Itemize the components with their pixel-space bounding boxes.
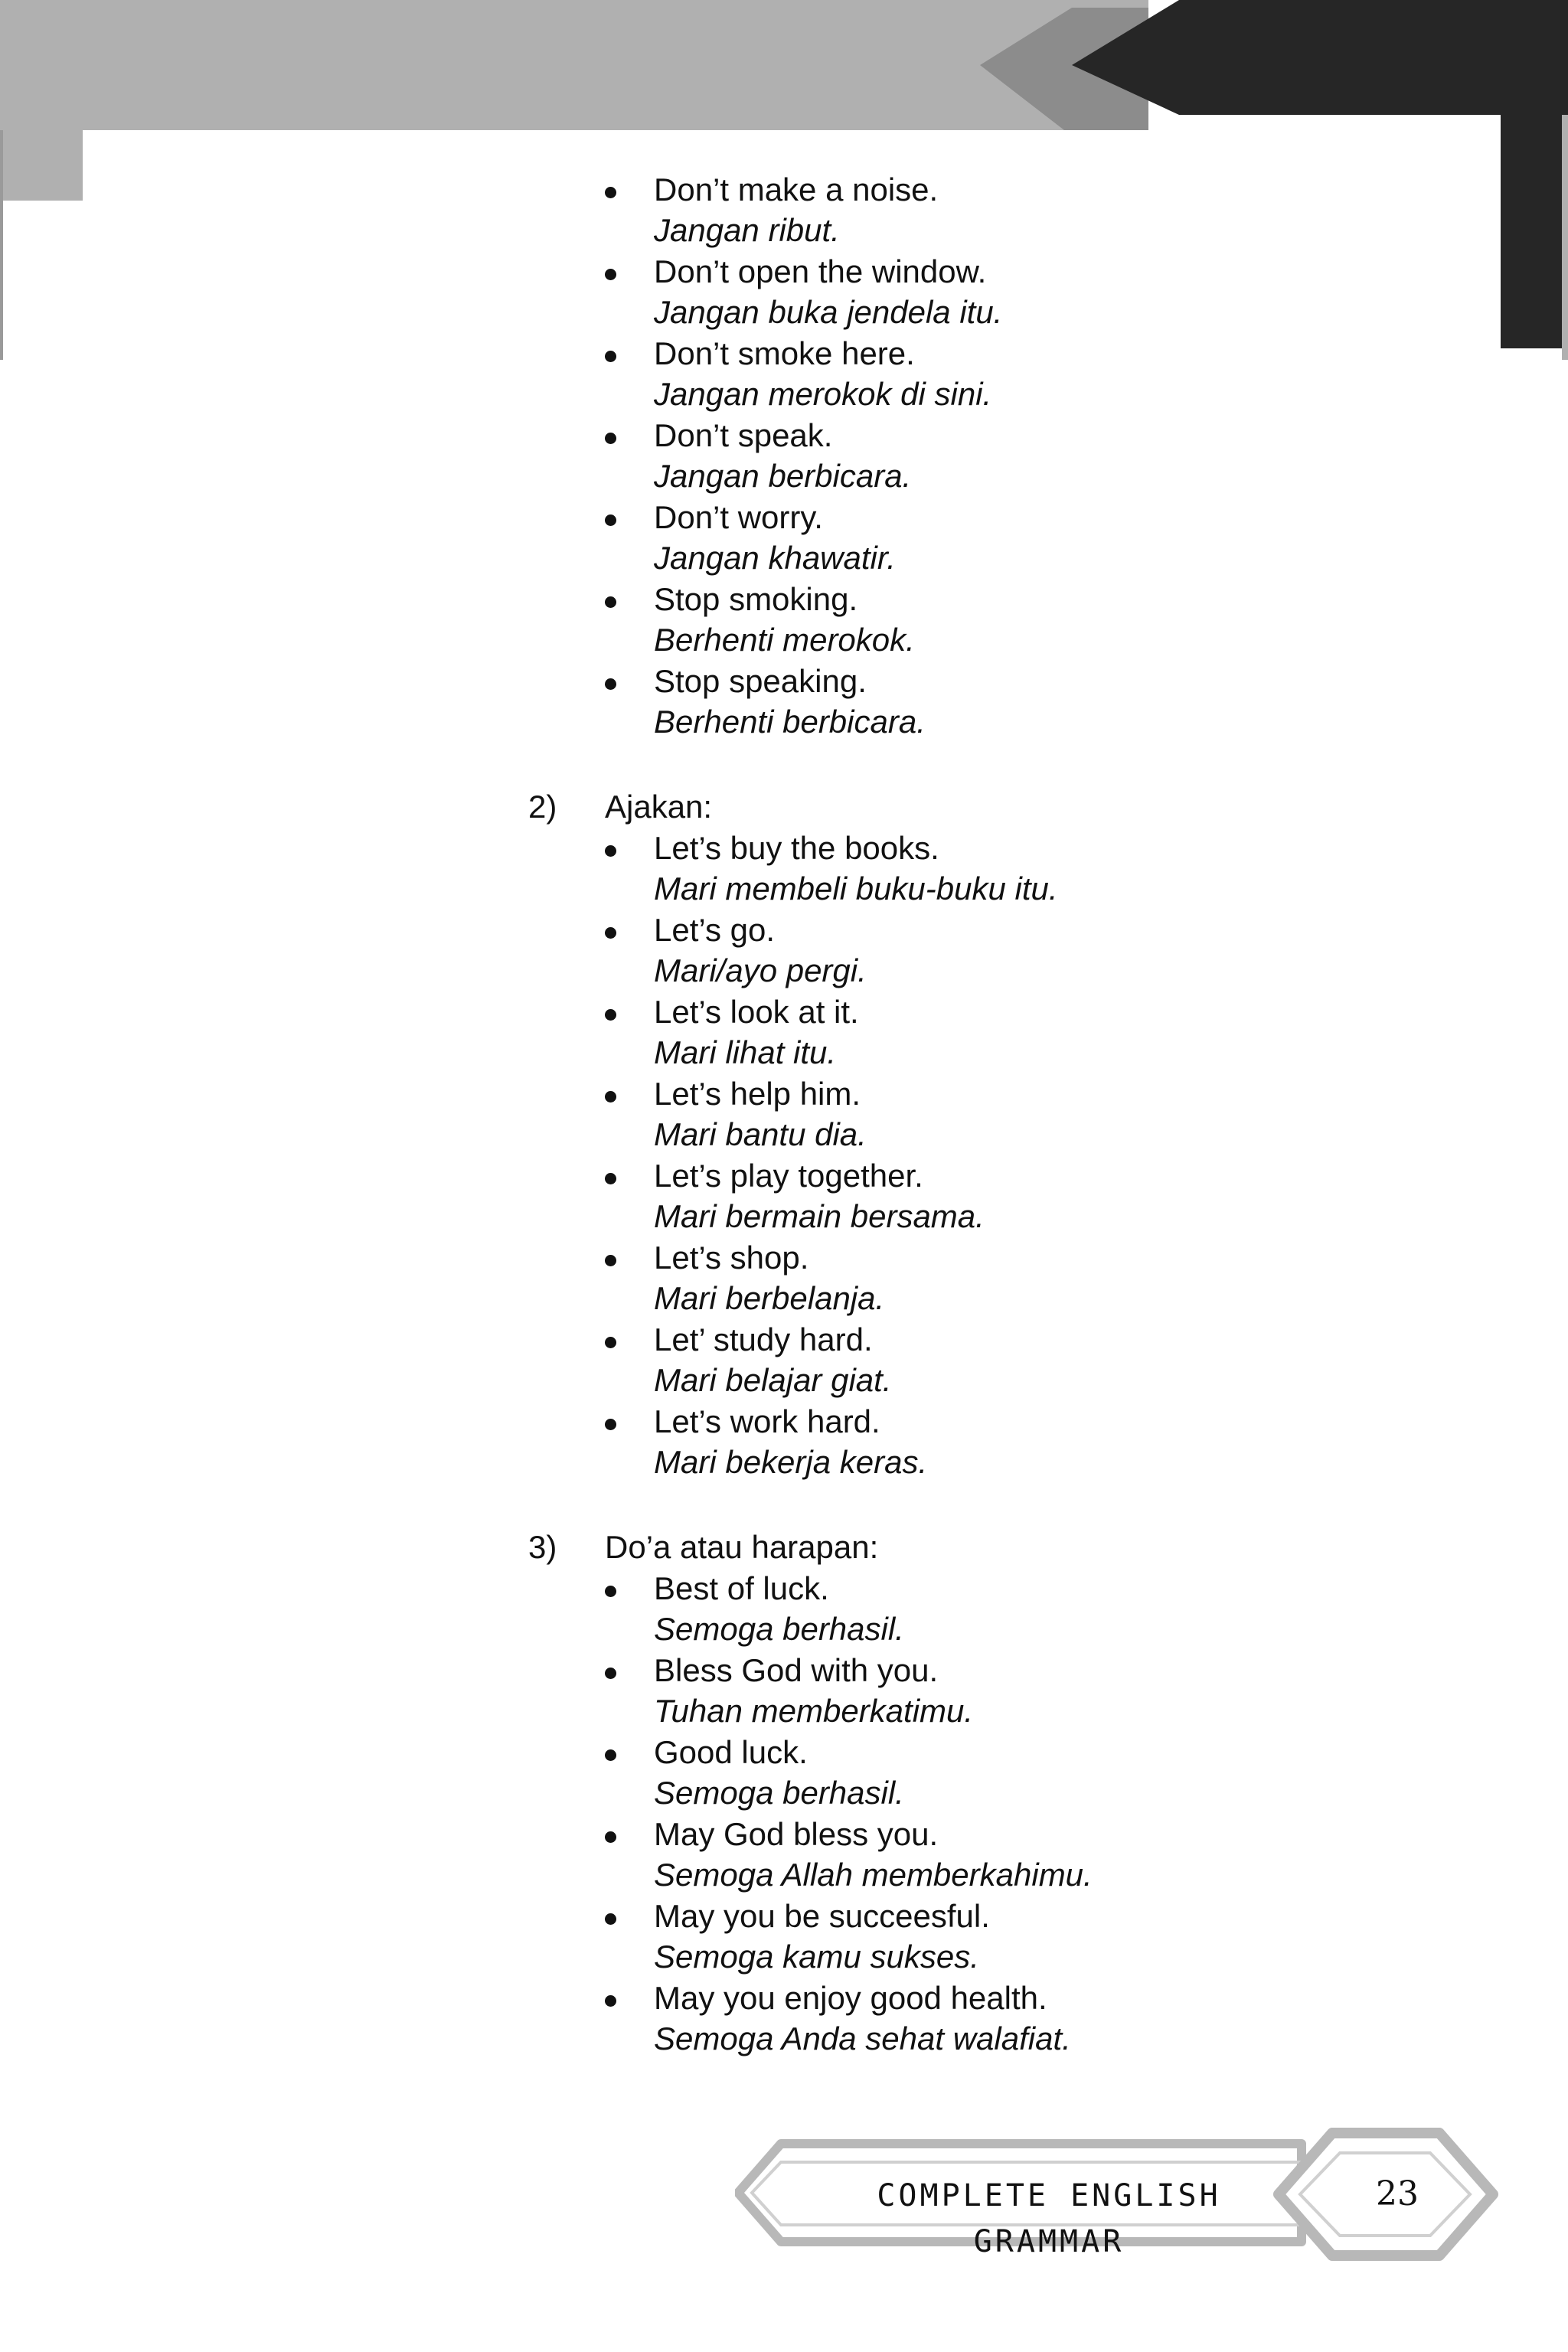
list-item bbox=[605, 498, 1447, 579]
section-number: 3) bbox=[528, 1529, 557, 1565]
page-content bbox=[528, 170, 1447, 2060]
list-item bbox=[605, 1815, 1447, 1896]
list-item bbox=[605, 910, 1447, 991]
english-phrase: Don’t make a noise. bbox=[654, 172, 939, 207]
intro-list bbox=[605, 170, 1447, 743]
english-phrase: Bless God with you. bbox=[654, 1652, 939, 1688]
list-item bbox=[605, 1569, 1447, 1650]
bullet-icon bbox=[605, 1586, 616, 1597]
english-phrase: Let’s work hard. bbox=[654, 1403, 880, 1439]
bullet-icon bbox=[605, 187, 616, 198]
list-item bbox=[605, 334, 1447, 415]
bullet-icon bbox=[605, 514, 616, 526]
english-phrase: May you be succeesful. bbox=[654, 1898, 990, 1934]
english-phrase: Don’t open the window. bbox=[654, 253, 987, 289]
indonesian-translation: Jangan berbicara. bbox=[654, 458, 912, 494]
indonesian-translation: Mari belajar giat. bbox=[654, 1362, 892, 1398]
indonesian-translation: Mari lihat itu. bbox=[654, 1034, 837, 1070]
indonesian-translation: Berhenti merokok. bbox=[654, 622, 915, 658]
list-item bbox=[605, 1156, 1447, 1237]
list-item bbox=[605, 662, 1447, 743]
bullet-icon bbox=[605, 1419, 616, 1430]
section-heading bbox=[528, 786, 1447, 828]
english-phrase: Let’s look at it. bbox=[654, 994, 859, 1030]
english-phrase: May God bless you. bbox=[654, 1816, 939, 1852]
list-item bbox=[605, 1402, 1447, 1483]
english-phrase: Don’t worry. bbox=[654, 499, 823, 535]
indonesian-translation: Mari membeli buku-buku itu. bbox=[654, 871, 1058, 906]
indonesian-translation: Jangan khawatir. bbox=[654, 540, 896, 576]
indonesian-translation: Mari/ayo pergi. bbox=[654, 952, 867, 988]
english-phrase: Don’t speak. bbox=[654, 417, 833, 453]
list-item bbox=[605, 170, 1447, 251]
indonesian-translation: Semoga Anda sehat walafiat. bbox=[654, 2020, 1071, 2056]
english-phrase: Stop smoking. bbox=[654, 581, 858, 617]
bullet-icon bbox=[605, 1995, 616, 2007]
bullet-icon bbox=[605, 927, 616, 939]
list-item bbox=[605, 828, 1447, 910]
indonesian-translation: Mari berbelanja. bbox=[654, 1280, 885, 1316]
indonesian-translation: Mari bermain bersama. bbox=[654, 1198, 985, 1234]
bullet-icon bbox=[605, 678, 616, 690]
bullet-icon bbox=[605, 1668, 616, 1679]
list-item bbox=[605, 1320, 1447, 1401]
page-number: 23 bbox=[1376, 2174, 1419, 2213]
english-phrase: Let’s help him. bbox=[654, 1076, 861, 1112]
list-item bbox=[605, 992, 1447, 1073]
english-phrase: Good luck. bbox=[654, 1734, 808, 1770]
english-phrase: Let’s go. bbox=[654, 912, 776, 948]
bullet-icon bbox=[605, 845, 616, 857]
indonesian-translation: Mari bantu dia. bbox=[654, 1116, 867, 1152]
section-title: Ajakan: bbox=[605, 789, 713, 825]
bullet-icon bbox=[605, 1255, 616, 1266]
indonesian-translation: Jangan buka jendela itu. bbox=[654, 294, 1003, 330]
english-phrase: Stop speaking. bbox=[654, 663, 867, 699]
english-phrase: Let’s buy the books. bbox=[654, 830, 939, 866]
english-phrase: May you enjoy good health. bbox=[654, 1980, 1047, 2016]
list-item bbox=[605, 1651, 1447, 1732]
header-left-edge bbox=[0, 130, 3, 360]
indonesian-translation: Jangan merokok di sini. bbox=[654, 376, 992, 412]
indonesian-translation: Berhenti berbicara. bbox=[654, 704, 926, 740]
footer-book-title: COMPLETE ENGLISH GRAMMAR bbox=[877, 2178, 1221, 2259]
header-right-edge bbox=[1562, 115, 1568, 360]
bullet-icon bbox=[605, 1749, 616, 1761]
indonesian-translation: Semoga berhasil. bbox=[654, 1775, 904, 1811]
ajakan-list bbox=[605, 828, 1447, 1483]
list-item bbox=[605, 1978, 1447, 2060]
english-phrase: Let’s play together. bbox=[654, 1158, 923, 1194]
indonesian-translation: Tuhan memberkatimu. bbox=[654, 1693, 974, 1729]
list-item bbox=[605, 1238, 1447, 1319]
section-ajakan bbox=[528, 786, 1447, 1483]
header-band-light bbox=[0, 0, 1148, 130]
header-band-left-tab bbox=[0, 130, 83, 201]
english-phrase: Let’ study hard. bbox=[654, 1321, 873, 1357]
section-doa-harapan bbox=[528, 1526, 1447, 2060]
list-item bbox=[605, 580, 1447, 661]
bullet-icon bbox=[605, 596, 616, 608]
bullet-icon bbox=[605, 1913, 616, 1925]
english-phrase: Best of luck. bbox=[654, 1570, 829, 1606]
bullet-icon bbox=[605, 1337, 616, 1348]
list-item bbox=[605, 416, 1447, 497]
section-title: Do’a atau harapan: bbox=[605, 1529, 879, 1565]
indonesian-translation: Jangan ribut. bbox=[654, 212, 840, 248]
bullet-icon bbox=[605, 269, 616, 280]
bullet-icon bbox=[605, 1009, 616, 1021]
list-item bbox=[605, 252, 1447, 333]
doa-list bbox=[605, 1569, 1447, 2060]
bullet-icon bbox=[605, 433, 616, 444]
section-number: 2) bbox=[528, 789, 557, 825]
bullet-icon bbox=[605, 1173, 616, 1184]
english-phrase: Let’s shop. bbox=[654, 1240, 809, 1276]
bullet-icon bbox=[605, 1091, 616, 1102]
indonesian-translation: Semoga kamu sukses. bbox=[654, 1939, 979, 1975]
bullet-icon bbox=[605, 351, 616, 362]
indonesian-translation: Mari bekerja keras. bbox=[654, 1444, 928, 1480]
list-item bbox=[605, 1074, 1447, 1155]
indonesian-translation: Semoga Allah memberkahimu. bbox=[654, 1857, 1093, 1893]
bullet-icon bbox=[605, 1831, 616, 1843]
list-item bbox=[605, 1896, 1447, 1978]
english-phrase: Don’t smoke here. bbox=[654, 335, 915, 371]
list-item bbox=[605, 1733, 1447, 1814]
section-heading bbox=[528, 1526, 1447, 1569]
indonesian-translation: Semoga berhasil. bbox=[654, 1611, 904, 1647]
